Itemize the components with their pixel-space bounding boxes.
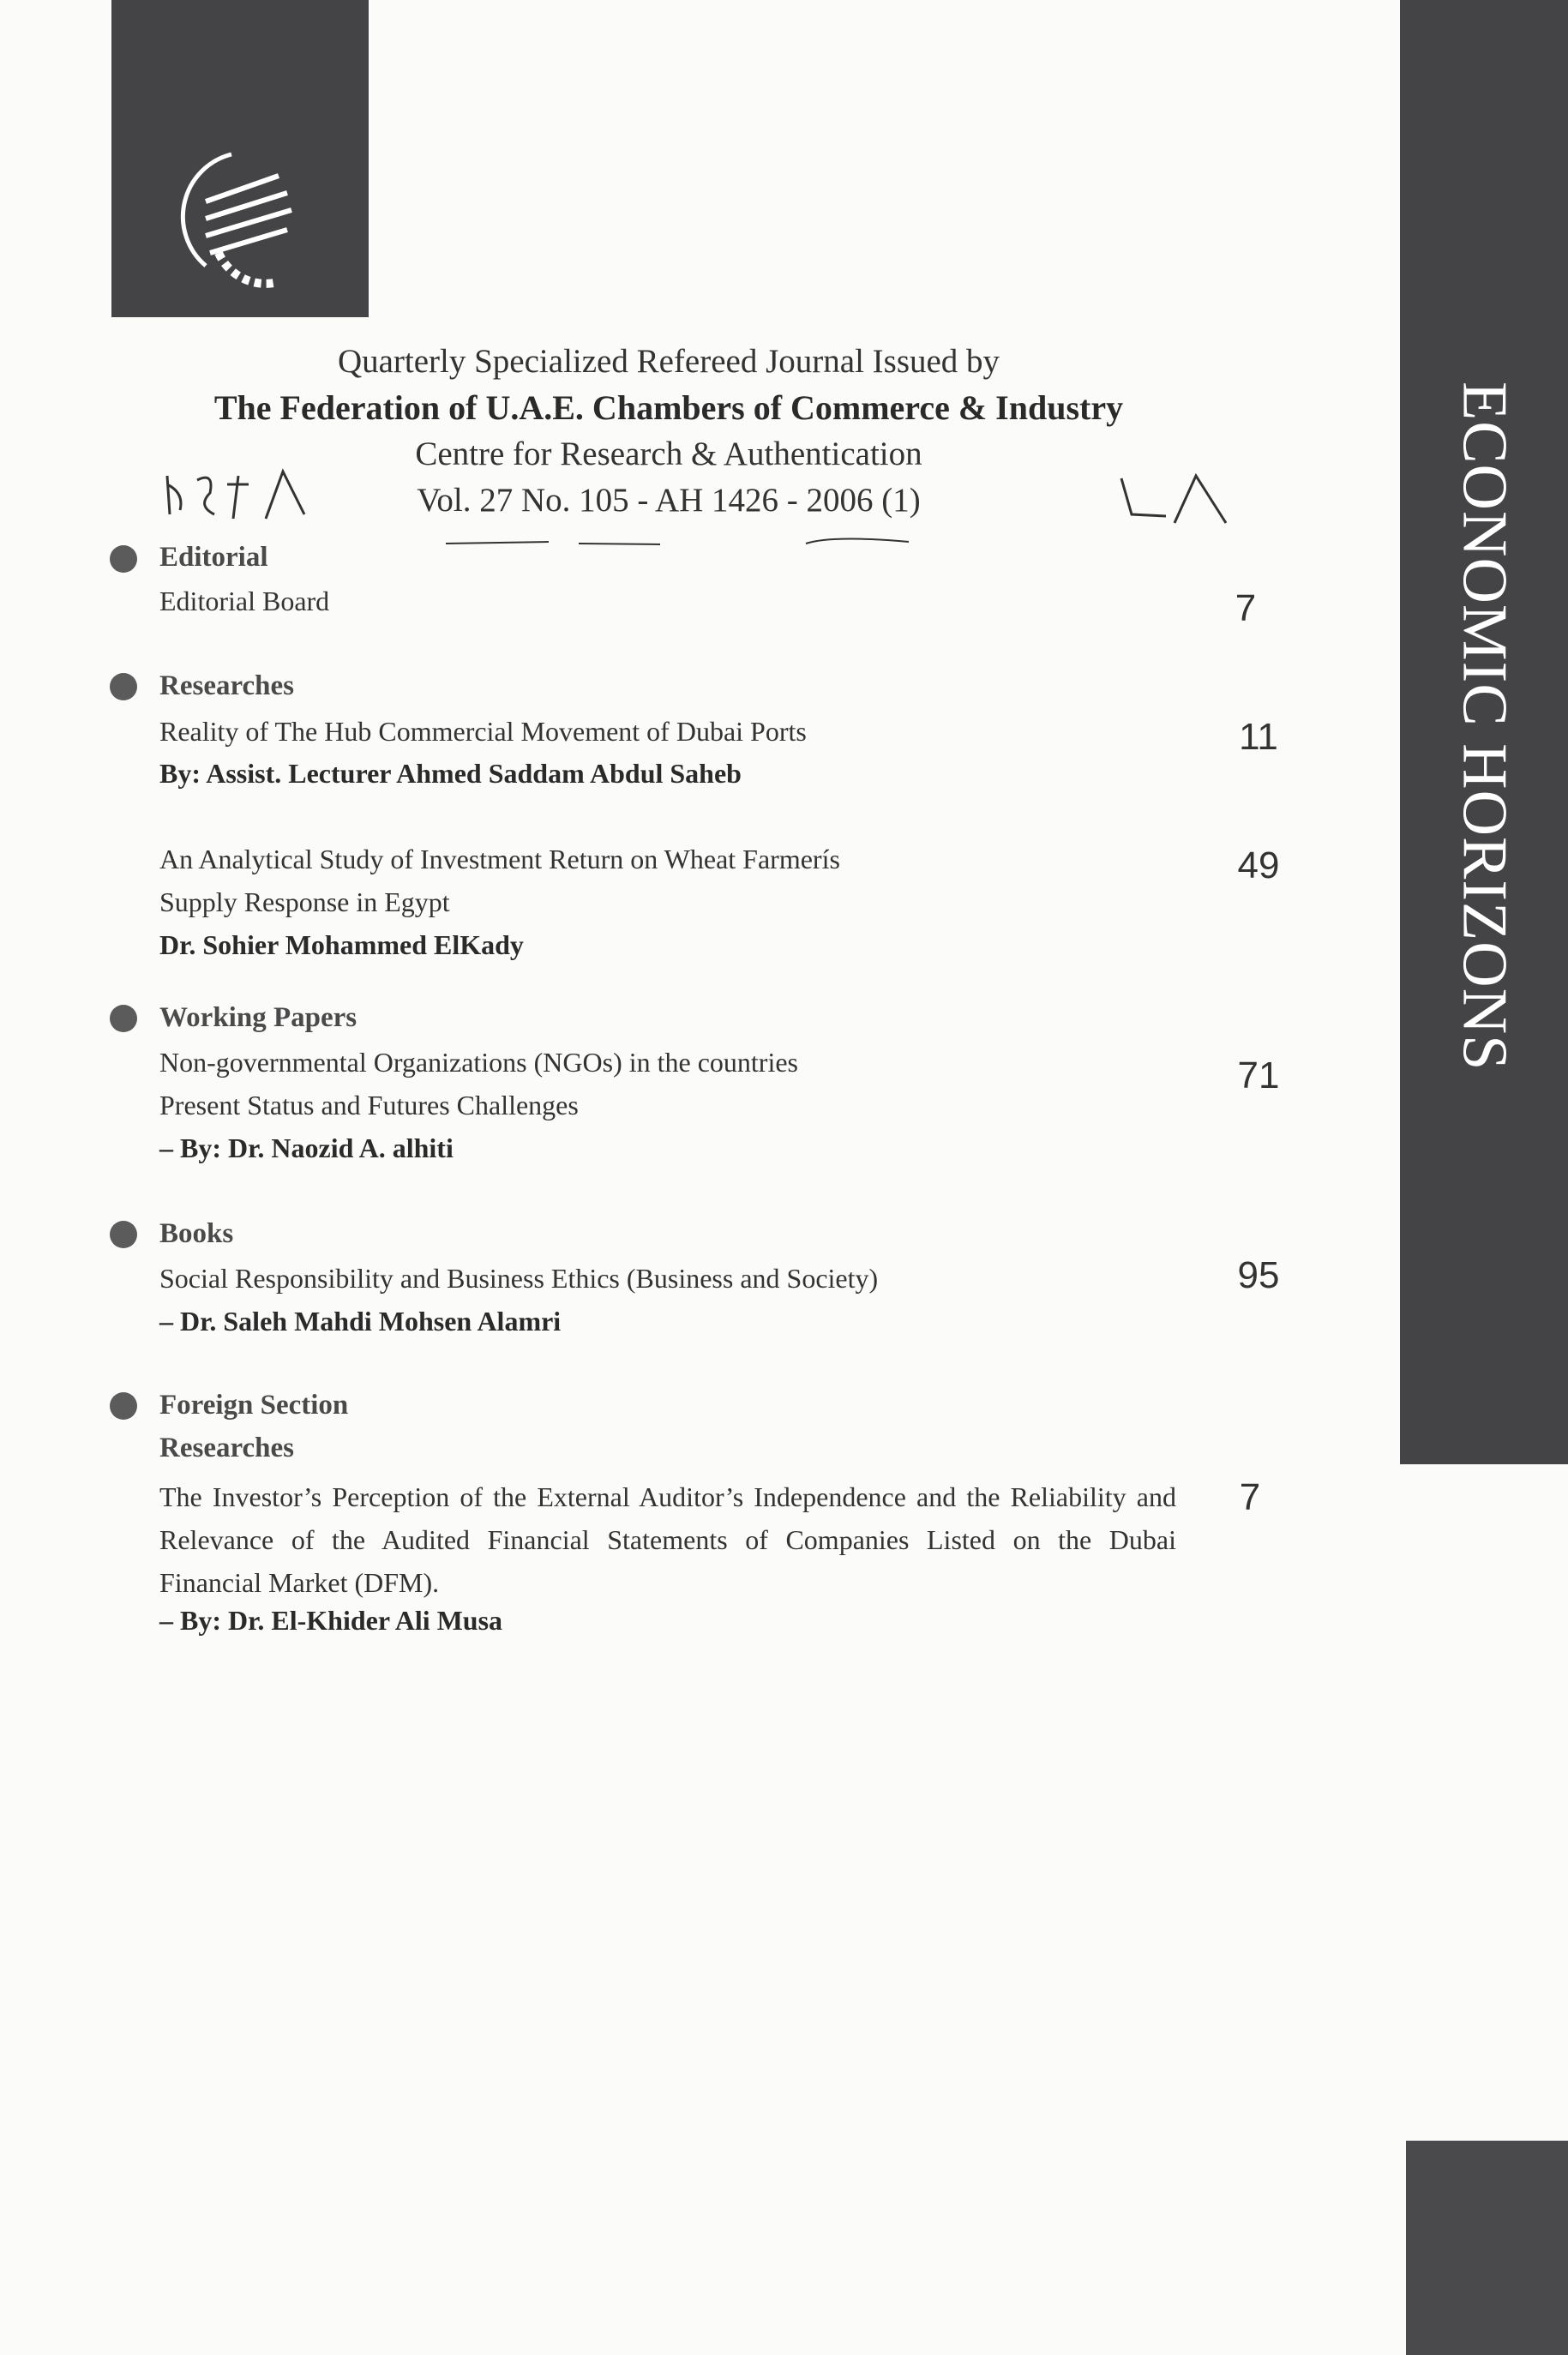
toc-item-ngo-author: – By: Dr. Naozid A. alhiti <box>159 1132 454 1163</box>
bottom-band <box>1406 2141 1568 2355</box>
toc-item-auditor-title <box>159 1475 1176 1604</box>
section-bullet <box>110 1392 137 1420</box>
section-bullet <box>110 1005 137 1032</box>
sidebar-band <box>1400 0 1568 1464</box>
federation-logo <box>111 0 369 317</box>
toc-item-ngo-title-line2: Present Status and Futures Challenges <box>159 1090 579 1120</box>
toc-item-wheat-author: Dr. Sohier Mohammed ElKady <box>159 929 524 960</box>
toc-item-auditor-title-line1: The Investor’s Perception of the External Auditor’s Independence and the Reliability and <box>159 1481 1176 1512</box>
section-heading-working-papers: Working Papers <box>159 1002 357 1033</box>
toc-item-editorial-board: Editorial Board <box>159 586 330 616</box>
handwritten-annotation-left <box>163 467 309 527</box>
handwritten-underlines <box>429 533 943 552</box>
masthead-issued-by: Quarterly Specialized Refereed Journal Issued by <box>337 343 1000 380</box>
section-bullet <box>110 673 137 700</box>
toc-item-wheat-title-line2: Supply Response in Egypt <box>159 886 450 917</box>
toc-item-auditor-author: – By: Dr. El-Khider Ali Musa <box>159 1605 503 1636</box>
page-number-auditor: 7 <box>1239 1476 1261 1518</box>
toc-item-wheat-title-line1: An Analytical Study of Investment Return on Wheat Farmerís <box>159 844 840 874</box>
section-heading-books: Books <box>159 1218 234 1249</box>
page-number-dubai-ports: 11 <box>1239 716 1278 758</box>
toc-item-ngo-title-line1: Non-governmental Organizations (NGOs) in the countries <box>159 1047 798 1078</box>
subsection-heading-researches: Researches <box>159 1433 295 1463</box>
toc-item-dubai-ports-title: Reality of The Hub Commercial Movement of Dubai Ports <box>159 716 807 747</box>
section-heading-foreign: Foreign Section <box>159 1390 349 1421</box>
page-number-wheat: 49 <box>1237 844 1280 886</box>
page-number-ethics: 95 <box>1237 1254 1280 1296</box>
journal-title: ECONOMIC HORIZONS <box>1449 381 1520 1072</box>
section-bullet <box>110 1221 137 1248</box>
gear-logo-icon <box>171 137 317 291</box>
section-heading-editorial: Editorial <box>159 542 268 573</box>
toc-item-ethics-author: – Dr. Saleh Mahdi Mohsen Alamri <box>159 1306 562 1337</box>
toc-item-ethics-title: Social Responsibility and Business Ethics (Business and Society) <box>159 1263 879 1294</box>
toc-item-dubai-ports-author: By: Assist. Lecturer Ahmed Saddam Abdul Saheb <box>159 758 742 789</box>
section-bullet <box>110 545 137 573</box>
section-heading-researches: Researches <box>159 670 295 701</box>
toc-item-auditor-title-line3: Financial Market (DFM). <box>159 1567 440 1598</box>
masthead-federation: The Federation of U.A.E. Chambers of Commerce & Industry <box>213 388 1124 427</box>
toc-item-auditor-title-line2: Relevance of the Audited Financial Statements of Companies Listed on the Dubai <box>159 1524 1176 1555</box>
handwritten-annotation-right <box>1114 472 1235 532</box>
masthead-volume: Vol. 27 No. 105 - AH 1426 - 2006 (1) <box>417 482 921 519</box>
page-number-ngo: 71 <box>1237 1054 1280 1096</box>
masthead-centre: Centre for Research & Authentication <box>415 436 922 472</box>
page-number-editorial: 7 <box>1235 587 1257 629</box>
